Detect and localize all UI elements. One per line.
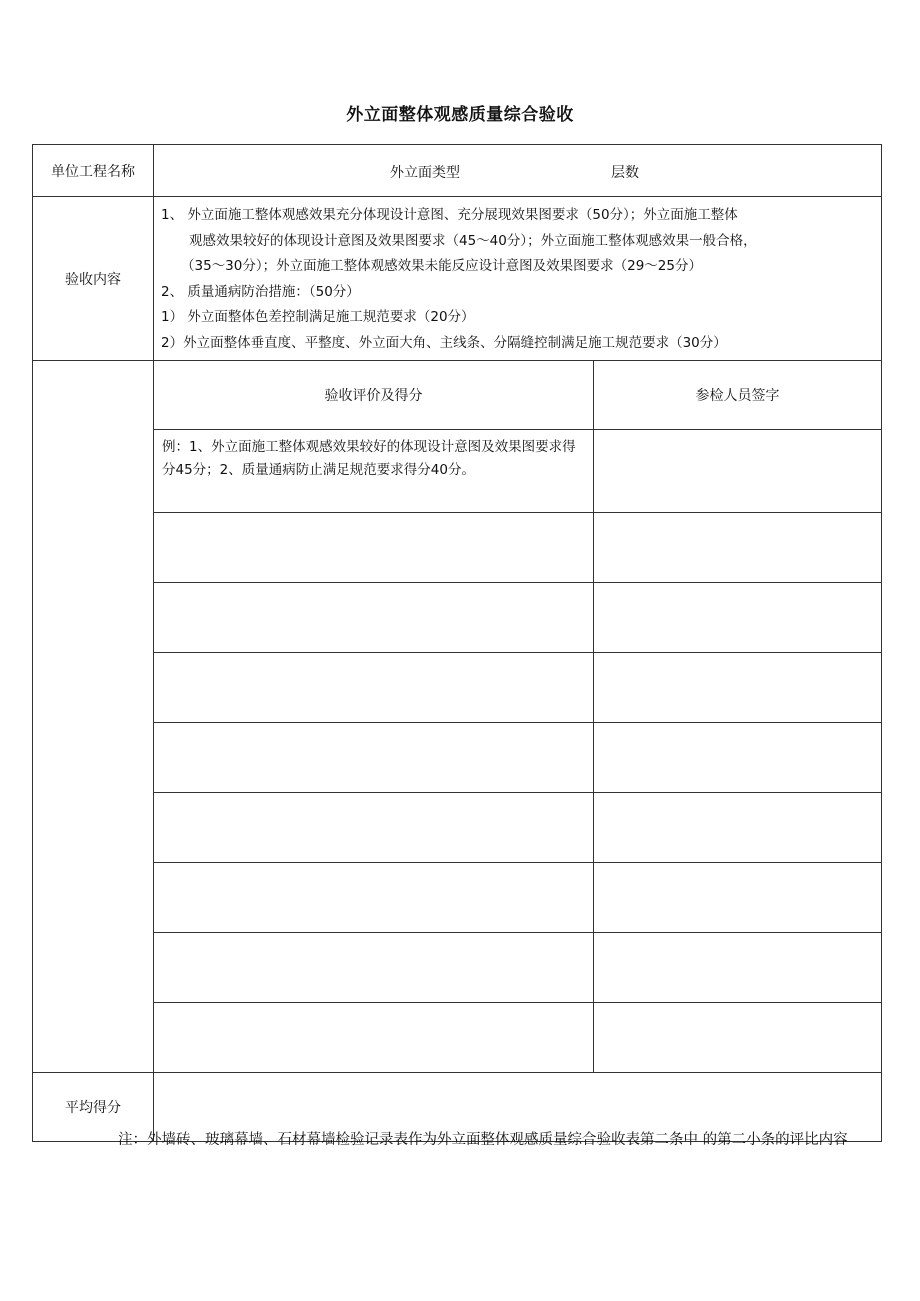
- unit-name-label: 单位工程名称: [33, 145, 154, 197]
- criteria-line-2: 观感效果较好的体现设计意图及效果图要求（45～40分）；外立面施工整体观感效果一般合格，: [189, 232, 757, 249]
- criteria-line-5: 1） 外立面整体色差控制满足施工规范要求（20分）: [161, 309, 475, 325]
- table-row: [33, 723, 882, 793]
- score-cell[interactable]: [154, 583, 594, 653]
- score-cell[interactable]: [154, 863, 594, 933]
- score-cell[interactable]: [154, 653, 594, 723]
- criteria-line-6: 2）外立面整体垂直度、平整度、外立面大角、主线条、分隔缝控制满足施工规范要求（30分）: [161, 334, 727, 351]
- criteria-line-4: 2、 质量通病防治措施：（50分）: [161, 283, 360, 300]
- table-row: [33, 1003, 882, 1073]
- signature-cell[interactable]: [594, 1003, 882, 1073]
- facade-type-label: 外立面类型: [390, 165, 460, 181]
- table-row: [33, 933, 882, 1003]
- acceptance-table: [32, 144, 882, 1142]
- page-title: 外立面整体观感质量综合验收: [346, 105, 574, 125]
- acceptance-row: [33, 197, 882, 361]
- example-row: [33, 430, 882, 513]
- table-row: [33, 583, 882, 653]
- unit-name-field[interactable]: [154, 145, 882, 197]
- floors-label: 层数: [611, 165, 639, 181]
- signature-cell[interactable]: [594, 513, 882, 583]
- table-row: [33, 513, 882, 583]
- header-row: [33, 145, 882, 197]
- score-cell[interactable]: [154, 723, 594, 793]
- acceptance-content: [154, 197, 882, 361]
- footnote: 注：外墙砖、玻璃幕墙、石材幕墙检验记录表作为外立面整体观感质量综合验收表第二条中 的第二小条的评比内容: [118, 1132, 848, 1148]
- score-header: 验收评价及得分: [154, 361, 594, 430]
- score-cell[interactable]: [154, 513, 594, 583]
- score-cell[interactable]: [154, 1003, 594, 1073]
- signature-header: 参检人员签字: [594, 361, 882, 430]
- table-row: [33, 653, 882, 723]
- example-signature-cell[interactable]: [594, 430, 882, 513]
- evaluation-header-row: [33, 361, 882, 430]
- acceptance-label: 验收内容: [33, 197, 154, 361]
- example-score-cell[interactable]: 例：1、外立面施工整体观感效果较好的体现设计意图及效果图要求得分45分；2、质量通病防止满足规范要求得分40分。: [154, 430, 594, 513]
- score-cell[interactable]: [154, 933, 594, 1003]
- criteria-line-1: 1、 外立面施工整体观感效果充分体现设计意图、充分展现效果图要求（50分）；外立面施工整体: [161, 207, 738, 223]
- signature-cell[interactable]: [594, 863, 882, 933]
- average-label: 平均得分: [33, 1073, 154, 1142]
- signature-cell[interactable]: [594, 723, 882, 793]
- signature-cell[interactable]: [594, 583, 882, 653]
- signature-cell[interactable]: [594, 653, 882, 723]
- signature-cell[interactable]: [594, 933, 882, 1003]
- evaluation-side-cell: [33, 361, 154, 1073]
- table-row: [33, 863, 882, 933]
- signature-cell[interactable]: [594, 793, 882, 863]
- table-row: [33, 793, 882, 863]
- score-cell[interactable]: [154, 793, 594, 863]
- criteria-line-3: （35～30分）；外立面施工整体观感效果未能反应设计意图及效果图要求（29～25分）: [181, 258, 702, 274]
